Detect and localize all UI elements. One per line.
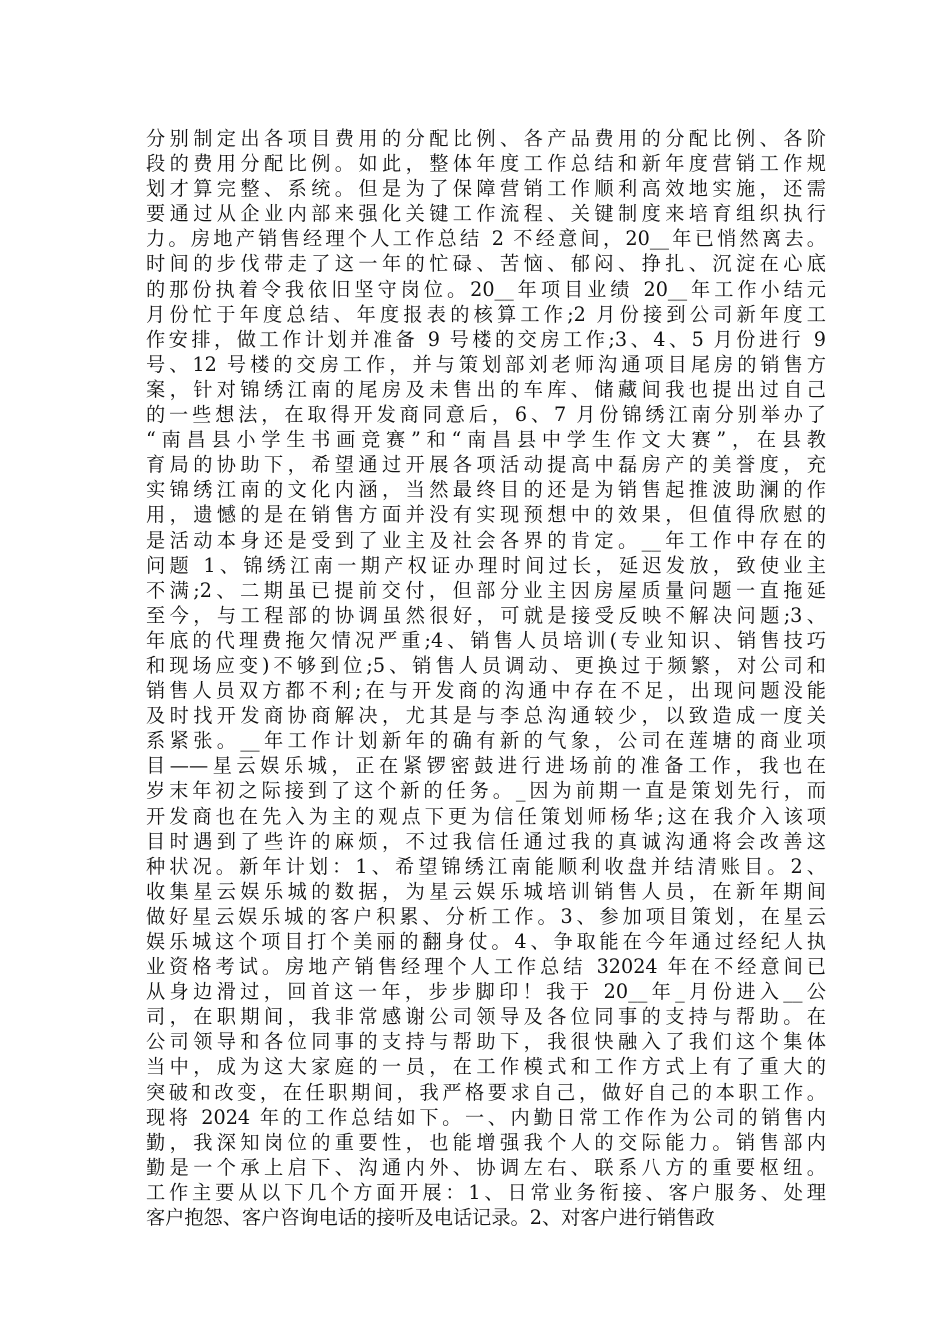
text-line: 现将 2024 年的工作总结如下。一、内勤日常工作作为公司的销售内 bbox=[146, 1105, 826, 1129]
text-line: 至今，与工程部的协调虽然很好，可就是接受反映不解决问题;3、 bbox=[146, 603, 826, 627]
text-line: 勤是一个承上启下、沟通内外、协调左右、联系八方的重要枢纽。 bbox=[146, 1155, 826, 1179]
text-line: 号、12 号楼的交房工作，并与策划部刘老师沟通项目尾房的销售方 bbox=[146, 352, 826, 376]
text-line: 司，在职期间，我非常感谢公司领导及各位同事的支持与帮助。在 bbox=[146, 1005, 826, 1029]
text-line: 做好星云娱乐城的客户积累、分析工作。3、参加项目策划，在星云 bbox=[146, 904, 826, 928]
text-line: “南昌县小学生书画竞赛”和“南昌县中学生作文大赛”，在县教 bbox=[146, 428, 826, 452]
text-line: 是活动本身还是受到了业主及社会各界的肯定。__年工作中存在的 bbox=[146, 528, 826, 552]
body-text bbox=[146, 126, 826, 1230]
text-line: 时间的步伐带走了这一年的忙碌、苦恼、郁闷、挣扎、沉淀在心底 bbox=[146, 252, 826, 276]
text-line: 问题 1、锦绣江南一期产权证办理时间过长，延迟发放，致使业主 bbox=[146, 553, 826, 577]
text-line: 要通过从企业内部来强化关键工作流程、关键制度来培育组织执行 bbox=[146, 202, 826, 226]
text-line: 实锦绣江南的文化内涵，当然最终目的还是为销售起推波助澜的作 bbox=[146, 478, 826, 502]
text-line: 从身边滑过，回首这一年，步步脚印！我于 20__年_月份进入__公 bbox=[146, 980, 826, 1004]
text-line: 不满;2、二期虽已提前交付，但部分业主因房屋质量问题一直拖延 bbox=[146, 578, 826, 602]
text-line: 突破和改变，在任职期间，我严格要求自己，做好自己的本职工作。 bbox=[146, 1080, 826, 1104]
text-line: 月份忙于年度总结、年度报表的核算工作;2 月份接到公司新年度工 bbox=[146, 302, 826, 326]
text-line: 和现场应变)不够到位;5、销售人员调动、更换过于频繁，对公司和 bbox=[146, 653, 826, 677]
text-line: 种状况。新年计划：1、希望锦绣江南能顺利收盘并结清账目。2、 bbox=[146, 854, 826, 878]
text-line: 力。房地产销售经理个人工作总结 2 不经意间，20__年已悄然离去。 bbox=[146, 227, 826, 251]
text-line: 目时遇到了些许的麻烦，不过我信任通过我的真诚沟通将会改善这 bbox=[146, 829, 826, 853]
text-line: 业资格考试。房地产销售经理个人工作总结 32024 年在不经意间已 bbox=[146, 955, 826, 979]
text-line: 娱乐城这个项目打个美丽的翻身仗。4、争取能在今年通过经纪人执 bbox=[146, 930, 826, 953]
text-line: 当中，成为这大家庭的一员，在工作模式和工作方式上有了重大的 bbox=[146, 1055, 826, 1079]
text-line: 开发商也在先入为主的观点下更为信任策划师杨华;这在我介入该项 bbox=[146, 804, 826, 828]
text-line: 的那份执着令我依旧坚守岗位。20__年项目业绩 20__年工作小结元 bbox=[146, 277, 826, 301]
text-line: 育局的协助下，希望通过开展各项活动提高中磊房产的美誉度，充 bbox=[146, 453, 826, 477]
text-line: 划才算完整、系统。但是为了保障营销工作顺利高效地实施，还需 bbox=[146, 177, 826, 201]
text-line: 公司领导和各位同事的支持与帮助下，我很快融入了我们这个集体 bbox=[146, 1030, 826, 1054]
text-line: 勤，我深知岗位的重要性，也能增强我个人的交际能力。销售部内 bbox=[146, 1130, 826, 1154]
text-line: 段的费用分配比例。如此，整体年度工作总结和新年度营销工作规 bbox=[146, 152, 826, 176]
text-line: 系紧张。__年工作计划新年的确有新的气象，公司在莲塘的商业项 bbox=[146, 729, 826, 753]
text-line: 岁末年初之际接到了这个新的任务。_因为前期一直是策划先行，而 bbox=[146, 779, 826, 803]
text-line: 的一些想法，在取得开发商同意后，6、7 月份锦绣江南分别举办了 bbox=[146, 403, 826, 427]
text-line: 工作主要从以下几个方面开展：1、日常业务衔接、客户服务、处理 bbox=[146, 1180, 826, 1204]
text-line: 案，针对锦绣江南的尾房及未售出的车库、储藏间我也提出过自己 bbox=[146, 377, 826, 401]
text-line: 分别制定出各项目费用的分配比例、各产品费用的分配比例、各阶 bbox=[146, 127, 826, 150]
text-line: 年底的代理费拖欠情况严重;4、销售人员培训(专业知识、销售技巧 bbox=[146, 628, 826, 652]
text-line: 收集星云娱乐城的数据，为星云娱乐城培训销售人员，在新年期间 bbox=[146, 879, 826, 903]
text-line: 及时找开发商协商解决，尤其是与李总沟通较少，以致造成一度关 bbox=[146, 704, 826, 728]
text-line: 用，遗憾的是在销售方面并没有实现预想中的效果，但值得欣慰的 bbox=[146, 503, 826, 527]
text-line: 销售人员双方都不利;在与开发商的沟通中存在不足，出现问题没能 bbox=[146, 679, 826, 703]
text-line: 目——星云娱乐城，正在紧锣密鼓进行进场前的准备工作，我也在 bbox=[146, 754, 826, 778]
text-line: 作安排，做工作计划并准备 9 号楼的交房工作;3、4、5 月份进行 9 bbox=[146, 327, 826, 351]
text-line: 客户抱怨、客户咨询电话的接听及电话记录。2、对客户进行销售政 bbox=[146, 1206, 715, 1230]
